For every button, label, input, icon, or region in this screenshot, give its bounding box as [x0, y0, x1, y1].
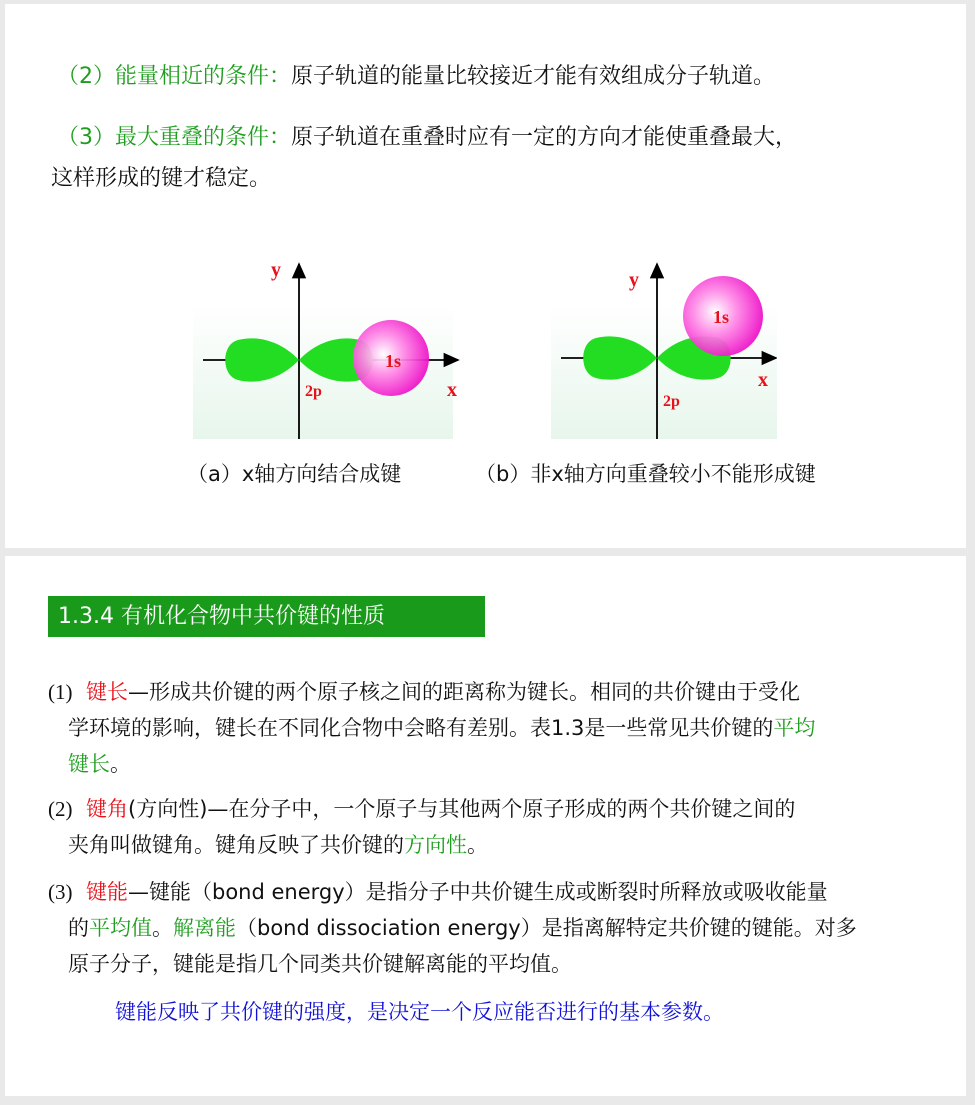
item-bond-length-term-end: 键长: [68, 752, 110, 776]
item-bond-length-line-2: 学环境的影响，键长在不同化合物中会略有差别。表1.3是一些常见共价键的: [68, 716, 774, 740]
item-bond-angle-number: (2): [48, 797, 73, 821]
condition-overlap-number: （3）: [57, 125, 115, 150]
diagram-b-caption: （b）非x轴方向重叠较小不能形成键: [475, 462, 816, 486]
condition-overlap-continued: [51, 160, 271, 198]
condition-overlap: [57, 119, 797, 157]
item-bond-angle-period: 。: [467, 833, 488, 857]
section-title: 1.3.4 有机化合物中共价键的性质: [48, 596, 485, 637]
item-bond-angle-line-2: 夹角叫做键角。键角反映了共价键的: [68, 833, 404, 857]
item-bond-length-number: (1): [48, 680, 73, 704]
condition-energy-text: 原子轨道的能量比较接近才能有效组成分子轨道。: [291, 64, 776, 89]
item-bond-angle-term: 键角: [86, 797, 128, 821]
item-bond-energy: [48, 874, 928, 982]
item-bond-energy-line-1: —键能（bond energy）是指分子中共价键生成或断裂时所释放或吸收能量: [128, 880, 828, 904]
item-bond-energy-term: 键能: [86, 880, 128, 904]
item-bond-energy-number: (3): [48, 880, 73, 904]
bond-energy-summary: 键能反映了共价键的强度，是决定一个反应能否进行的基本参数。: [115, 1000, 724, 1024]
item-bond-length: [48, 674, 928, 782]
diagram-a-y-label: y: [271, 259, 281, 281]
diagram-b-x-label: x: [758, 369, 768, 391]
item-bond-energy-dissociation-term: 解离能: [173, 916, 236, 940]
item-bond-angle-line-1: (方向性)—在分子中，一个原子与其他两个原子形成的两个共价键之间的: [128, 797, 796, 821]
item-bond-length-average-term: 平均: [773, 716, 816, 740]
diagram-a-caption: （a）x轴方向结合成键: [187, 462, 402, 486]
diagram-a-2p-label: 2p: [305, 383, 322, 400]
diagram-a-1s-label: 1s: [385, 351, 402, 371]
slide-covalent-bond-properties: [5, 556, 966, 1096]
item-bond-length-line-1: —形成共价键的两个原子核之间的距离称为键长。相同的共价键由于受化: [128, 680, 800, 704]
slide-orbital-conditions: [5, 4, 966, 548]
item-bond-length-period: 。: [110, 752, 131, 776]
orbital-overlap-diagrams: [193, 254, 777, 444]
condition-energy-label: 能量相近的条件：: [115, 64, 292, 89]
diagram-b: [551, 264, 777, 439]
diagram-a: [193, 259, 458, 439]
diagram-b-y-label: y: [629, 269, 639, 291]
item-bond-energy-average-term: 平均值: [89, 916, 152, 940]
condition-overlap-label: 最大重叠的条件：: [115, 125, 292, 150]
item-bond-length-term: 键长: [86, 680, 128, 704]
condition-energy: [57, 58, 775, 96]
diagram-b-1s-label: 1s: [713, 307, 730, 327]
diagram-b-2p-label: 2p: [663, 393, 680, 410]
item-bond-angle: [48, 791, 928, 863]
condition-energy-number: （2）: [57, 64, 115, 89]
item-bond-angle-directionality-term: 方向性: [404, 833, 467, 857]
item-bond-energy-line-2-start: 的: [68, 916, 89, 940]
item-bond-energy-line-2-period: 。: [152, 916, 173, 940]
condition-overlap-text-1: 原子轨道在重叠时应有一定的方向才能使重叠最大，: [291, 125, 798, 150]
item-bond-energy-line-2-end: （bond dissociation energy）是指离解特定共价键的键能。对多: [236, 916, 857, 940]
diagram-a-x-label: x: [447, 379, 457, 401]
item-bond-energy-line-3: 原子分子，键能是指几个同类共价键解离能的平均值。: [68, 952, 572, 976]
condition-overlap-text-2: 这样形成的键才稳定。: [51, 166, 272, 191]
